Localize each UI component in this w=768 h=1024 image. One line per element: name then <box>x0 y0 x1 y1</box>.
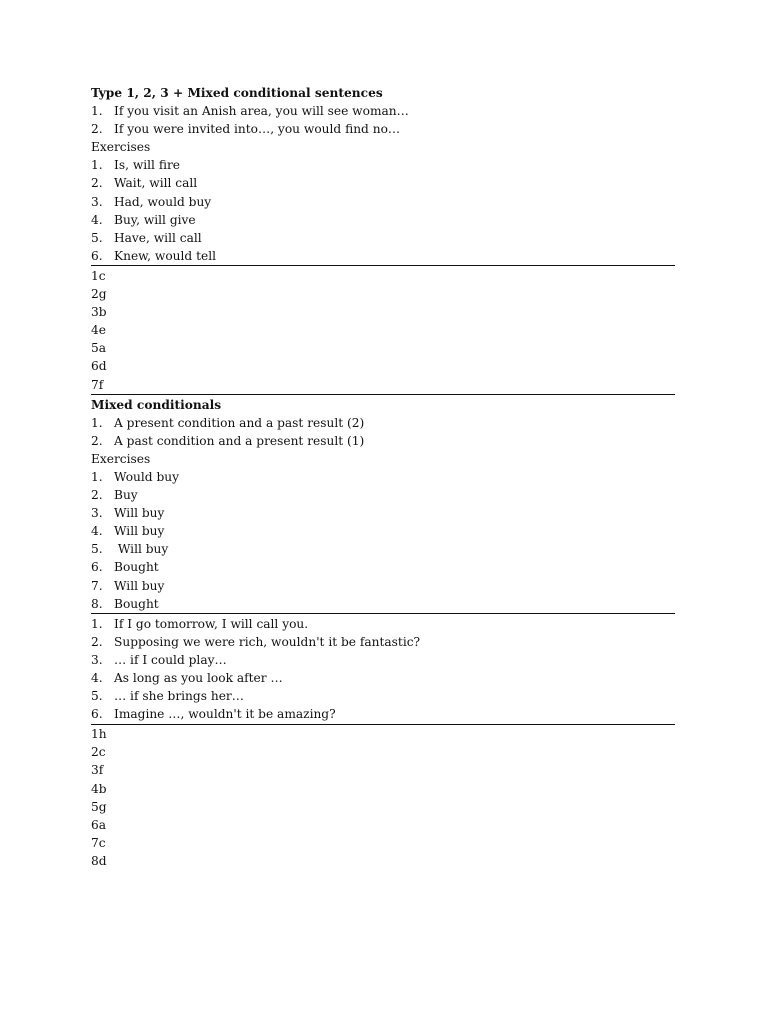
answer-item: 4b <box>91 781 107 796</box>
answer-item: 3f <box>91 763 104 778</box>
list-item: 8. Bought <box>91 596 159 611</box>
list-item: 2. Wait, will call <box>91 176 198 191</box>
list-item: 6. Imagine …, wouldn't it be amazing? <box>91 707 336 722</box>
list-item: 1. If I go tomorrow, I will call you. <box>91 616 309 631</box>
list-item: 1. A present condition and a past result (2) <box>91 415 365 430</box>
answer-item: 2c <box>91 745 106 760</box>
list-item: 1. If you visit an Anish area, you will see woman… <box>91 104 409 119</box>
answer-item: 3b <box>91 305 107 320</box>
answer-item: 4e <box>91 323 106 338</box>
answer-item: 1c <box>91 268 106 283</box>
exercises-label: Exercises <box>91 140 151 155</box>
list-item: 3. Will buy <box>91 506 165 521</box>
answer-item: 5a <box>91 341 107 356</box>
list-item: 1. Is, will fire <box>91 158 180 173</box>
answer-item: 8d <box>91 853 107 868</box>
list-item: 4. Buy, will give <box>91 212 196 227</box>
document-page <box>91 84 675 870</box>
section-title-type-conditionals: Type 1, 2, 3 + Mixed conditional sentences <box>91 86 383 100</box>
list-item: 5. Have, will call <box>91 230 202 245</box>
answer-item: 7f <box>91 377 104 392</box>
list-item: 4. Will buy <box>91 524 165 539</box>
list-item: 1. Would buy <box>91 469 179 484</box>
section1-exercises-list <box>91 156 675 265</box>
answer-item: 2g <box>91 287 107 302</box>
section2-examples-list <box>91 414 675 450</box>
list-item: 7. Will buy <box>91 578 165 593</box>
list-item: 3. … if I could play… <box>91 652 227 667</box>
section1-examples-list <box>91 102 675 138</box>
list-item: 2. If you were invited into…, you would find no… <box>91 122 401 137</box>
list-item: 6. Knew, would tell <box>91 248 216 263</box>
list-item: 5. … if she brings her… <box>91 689 244 704</box>
list-item: 6. Bought <box>91 560 159 575</box>
answers2-list <box>91 725 675 870</box>
list-item: 2. A past condition and a present result (1) <box>91 433 365 448</box>
answer-item: 7c <box>91 835 106 850</box>
section-title-mixed-conditionals: Mixed conditionals <box>91 397 222 412</box>
list-item: 2. Buy <box>91 488 138 503</box>
exercises-label: Exercises <box>91 451 151 466</box>
list-item: 2. Supposing we were rich, wouldn't it be fantastic? <box>91 634 421 649</box>
section3-list <box>91 615 675 724</box>
list-item: 5. Will buy <box>91 542 169 557</box>
list-item: 4. As long as you look after … <box>91 671 283 685</box>
answer-item: 1h <box>91 727 107 742</box>
answer-item: 6d <box>91 359 107 374</box>
answers1-list <box>91 267 675 394</box>
section2-exercises-list <box>91 468 675 613</box>
answer-item: 6a <box>91 817 107 832</box>
answer-item: 5g <box>91 799 107 814</box>
list-item: 3. Had, would buy <box>91 194 212 209</box>
